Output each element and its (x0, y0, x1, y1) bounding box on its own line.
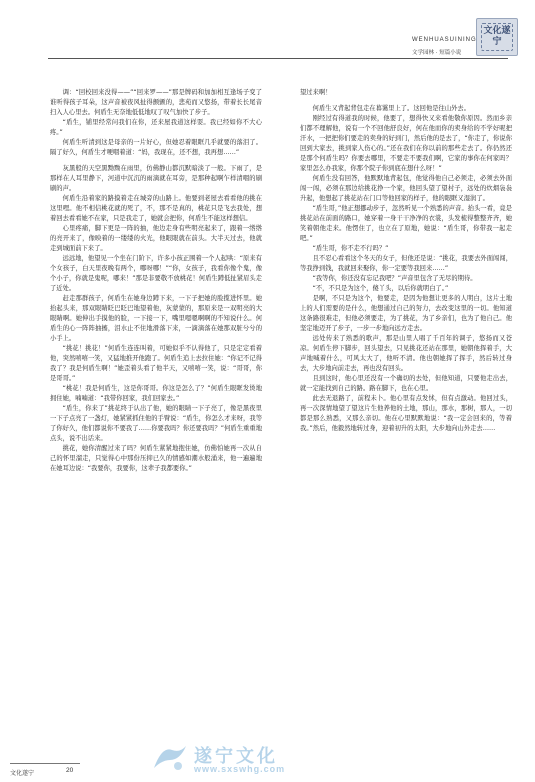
page-number: 20 (66, 767, 74, 774)
paragraph: 灰黑般的天空黑黝黝在雨里，仿佛静山都沉默暗淡了一般。下雨了，是那样在人耳里静下，河道中沉沉的雨滴就在耳旁，是那种起啊乍样清咽的刷刷的声。 (50, 165, 262, 192)
footer-label: 文化遂宁 (10, 770, 35, 777)
paragraph: 且到这时，他心里还没有一个确切的去处，但他知道，只要他走出去，就一定能找到自己的路。路在脚下，也在心里。 (300, 375, 512, 392)
paragraph: 且不忍心看看这个冬天的女子，但他还是说：“挑花，我要去外面闯闯，等我挣到钱，我就回来娶你，你一定要等我回来……” (300, 255, 512, 272)
logo-text: 文化遂宁 (481, 23, 513, 51)
paragraph: “盾生哥，”他正想挪动步子，忽然听见一个熟悉的声音。抬头一看，竟是挑花站在前面的路口，她穿着一身干干净净的衣裳，头发梳得整整齐齐，她笑着朝他走来。他愣住了，也立在了原地，她说：“盾生哥，你带我一起走吧。” (300, 205, 512, 242)
paragraph: 何盾生又背起背包走在暮霭里上了。这回他是往山外去。 (312, 105, 471, 112)
paragraph: “我等你，你还没有忘记我吧？”声音里包含了无尽的期待。 (312, 275, 477, 282)
paragraph: 何盾生听清到这是母亲的一片好心，但她忍着眼眶几乎就要的落泪了。隔了好久，何盾生才哽咽着道：“妈，我现在，还不想，我再想……” (50, 139, 262, 156)
paragraph: 心里疼痛，脚下更是一阵的抽，他边走身有些明亮起来了，跟着一绺绺的亮开来了，像映着的一缕缕的火光，他眼眼就在前头。大半天过去，他就走到城面前下来了。 (50, 225, 262, 252)
header-subtitle: 文学园林 · 短篇小说 (412, 50, 462, 56)
footer-divider (10, 763, 80, 764)
paragraph: 挑花，她你清醒过来了吗？何盾生紧紧地抱住她，仿佛怕她再一次从自己的怀里溜走，只觉得心中那份压抑已久的情感如潮水般涌来，他一遍遍地在她耳边说：“我要你，我要你，这辈子我都要你。” (50, 445, 262, 472)
paragraph: “桃花！我是何盾生，这是你哥哥。你这是怎么了？”何盾生眼眶发烫地拥住她，喃喃道：“我带你回家，我们回家去。” (50, 385, 262, 402)
watermark-text: 遂宁文化 (194, 746, 278, 766)
left-text-column (50, 88, 262, 474)
paragraph: “盾生，铺里经常问我们在你，还来屋我道这样耍。我已经如你不大心疼。” (50, 119, 262, 136)
right-text-column (300, 88, 512, 434)
magazine-logo (476, 18, 518, 56)
site-watermark (150, 742, 450, 780)
paragraph: “盾生，你来了”挑花终于认出了他，她的眼睛一下子亮了，像是黑夜里一下子点亮了一盏灯，她紧紧抓住他的手臂说：“盾生，你怎么才来呀，我等了你好久，他们都说你不要我了……你要我吗？你还要我吗？”何盾生重重地点头，说不出话来。 (50, 405, 262, 442)
paragraph: 是啊，不只是为这个，他要走，是因为他想让更多的人明白，这片土地上的人们需要的是什么，他想通过自己的努力，去改变这里的一切。他知道这条路很难走，但他必须要走，为了挑花，为了乡亲们，也为了他自己。他坚定地迈开了步子，一步一步地向远方走去。 (300, 295, 512, 332)
paragraph: 远远地，他望见一个坐在门阶下，许多小孩正围着一个人起哄：“原来有个女孩子，白天里夜晚有两个，哪呀哪！”“你，女孩子，我看你像个鬼，像个小子，你就是鬼呢，哪来！”那是非要敬不放桃花！何盾生蹲低扯紧眉头走了近处。 (50, 255, 262, 292)
watermark-url: www.sxswhg.com (194, 764, 286, 774)
watermark-logo-icon (150, 742, 190, 774)
paragraph: 调：“回校回来没得——”“回来罗——”那是牌码和加加相互逢场子变了谁听得孩子耳朵，这声音被夜风扯得颤颤的，悲苑而又悠扬，带着长长尾音扫入人心里去。何盾生无奈地低低地叹了叹气加快了步子。 (50, 89, 262, 116)
paragraph: 远处传来了熟悉的歌声，那是山里人唱了千百年的调子，悠扬而又苍凉。何盾生停下脚步，回头望去，只见挑花还站在那里，她朝他挥着手，大声地喊着什么，可风太大了，他听不清。他也朝她挥了挥手，然后转过身去，大步地向前走去，再也没有回头。 (300, 335, 512, 372)
paragraph: 此去无退路了，前程未卜。他心里有点发怵，但有点激动。他回过头，再一次深情地望了望这片生他养他的土地，那山，那水，那树，那人，一切都是那么熟悉，又那么亲切。他在心里默默地说：“我一定会回来的，等着我。”然后，他毅然地转过身，迎着初升的太阳，大步地向山外走去…… (300, 395, 512, 432)
paragraph: “挑花！挑花！”何盾生连连叫着，可她似乎不认得他了，只是定定看着他，突然嘻嘻一笑，又猛地推开他跑了。何盾生追上去拉住她：“你记不记得我了？我是何盾生啊！”她歪着头看了他半天，又嘻嘻一笑，说：“哥哥，你是哥哥。” (50, 345, 262, 382)
paragraph: “不，不只是为这个，傻丫头，以后你就明白了。” (312, 285, 449, 292)
paragraph: 何盾生沿着家的路摸着走在城旁的山路上。他要到老屋去看看他的挑在这里哩。他不相信桃花就的死了，不，那不是真的，桃花只是飞去我处，想着回去看看她不在家，只是我走了，她就会把你，何盾生不能这样想信。 (50, 195, 262, 222)
header-divider (48, 58, 508, 59)
paragraph: 望过来啊！ (300, 89, 332, 96)
header-title: WENHUASUINING (412, 37, 477, 43)
paragraph: 何盾生没有回答，他默默地背起包，他觉得他自己必须走，必须去外面闯一闯，必须在那边给挑花挣一个家，他回头望了望村子，远处的炊烟袅袅升起，他想起了挑花站在门口等他回家的样子，他的眼眶又湿润了。 (300, 175, 512, 202)
paragraph: 赶走那群孩子，何盾生在她身边蹲下来，一下子把她的脸揽进怀里。她抬起头来，那双眼睛眨巴眨巴地望着他，灰蒙蒙的，那原来是一双明亮的大眼睛啊。她伸出手摸他的脸，一下接一下，嘴里嗯嗯啊啊的不知说什么。何盾生的心一阵阵抽搐，泪水止不住地滑落下来，一滴滴落在她那双脏兮兮的小手上。 (50, 295, 262, 342)
paragraph: “盾生哥，你不走不行吗？” (312, 245, 389, 252)
paragraph: 刚经过有得道我的时候，他要了，想得快又来看他敬你原因。然而乡亲们都不理解他，说有一个不回他舒良好，何在他而你的卖身给的不学好呢把汗水，一把把你们要走的卖身的好到门，然后他的是去了，“你走了，你说你回到大家去，挑到家人伤心的。”还在我们在你以前的那些走去了。你仍然还是那个何盾生吗？你要去哪里，不要走不要我们啊，它家的事你在何家吗？家里怎么办我家，你那个院子你到底在想什么呀！” (300, 115, 512, 172)
